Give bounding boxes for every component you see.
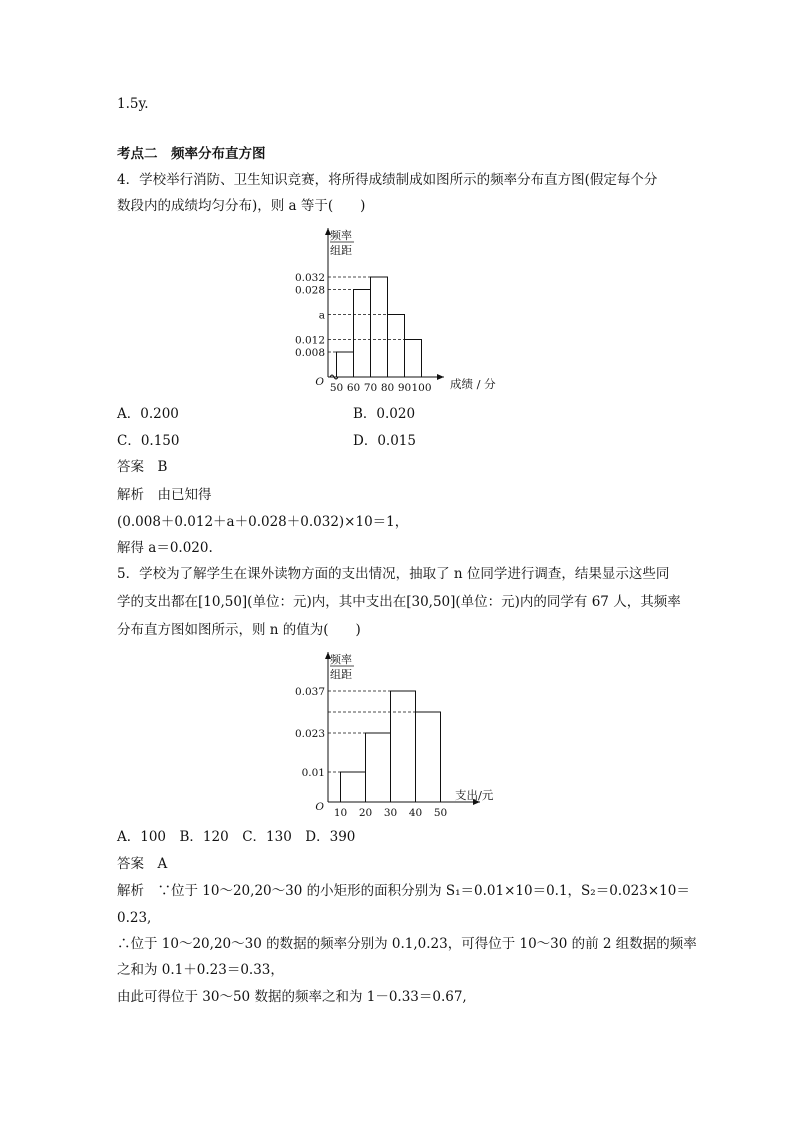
q4-text-line-2: 数段内的成绩均匀分布)，则 a 等于( ) [117,198,366,214]
y-label-numerator: 频率 [330,229,352,242]
q4-equation: (0.008＋0.012＋a＋0.028＋0.032)×10＝1， [117,514,409,530]
x-tick-label: 70 [363,382,378,394]
x-tick-label: 90 [397,382,412,394]
histogram-bar [416,712,441,802]
y-label-denominator: 组距 [330,668,352,681]
y-tick-label: 0.012 [294,334,325,347]
y-tick-label: 0.032 [294,272,325,284]
x-axis-label: 支出/元 [455,788,494,802]
section-heading: 考点二 频率分布直方图 [117,146,266,162]
q4-option-b: B．0.020 [353,406,416,422]
histogram-bar [388,315,405,378]
x-tick-label: 10 [333,807,348,819]
histogram-bar [371,277,388,377]
histogram-bar [337,352,354,377]
q5-analysis-line-4: 之和为 0.1＋0.23＝0.33， [117,962,284,978]
q5-options: A．100 B．120 C．130 D．390 [117,829,356,845]
x-tick-label: 50 [433,807,448,819]
q5-analysis-line-1: 解析 ∵位于 10～20,20～30 的小矩形的面积分别为 S₁＝0.01×10＝0.1，S₂＝0.023×10＝ [117,883,690,899]
x-tick-label: 80 [380,382,395,394]
histogram-bar [391,691,416,802]
histogram-bar [366,733,391,802]
q4-option-d: D．0.015 [353,433,416,449]
q4-result: 解得 a＝0.020. [117,540,213,556]
q5-histogram [288,646,508,822]
top-fragment: 1.5y. [117,96,149,112]
y-label-denominator: 组距 [330,244,352,257]
origin-label: O [315,801,324,813]
y-tick-label: 0.01 [301,767,325,779]
q4-histogram [288,222,518,394]
histogram-bar [405,340,422,378]
q5-text-line-3: 分布直方图如图所示，则 n 的值为( ) [117,622,361,638]
q4-text-line-1: 4．学校举行消防、卫生知识竞赛，将所得成绩制成如图所示的频率分布直方图(假定每个分 [117,172,658,188]
q5-text-line-2: 学的支出都在[10,50](单位：元)内，其中支出在[30,50](单位：元)内的同学有 67 人，其频率 [117,594,681,610]
q5-analysis-line-5: 由此可得位于 30～50 数据的频率之和为 1－0.33＝0.67, [117,989,467,1005]
x-tick-label: 20 [358,807,373,819]
x-tick-label: 100 [411,382,432,394]
x-tick-label: 50 [329,382,344,394]
origin-label: O [315,376,324,388]
y-tick-label: a [318,309,325,322]
y-tick-label: 0.008 [294,347,325,359]
y-label-numerator: 频率 [330,653,352,666]
q4-answer: 答案 B [117,459,168,475]
q4-option-c: C．0.150 [117,433,180,449]
y-tick-label: 0.037 [294,686,325,698]
x-tick-label: 40 [408,807,423,819]
x-tick-label: 60 [346,382,361,394]
x-axis-label: 成绩 / 分 [450,377,496,391]
q4-analysis-title: 解析 由已知得 [117,487,212,503]
histogram-bar [354,290,371,378]
q5-analysis-line-2: 0.23, [117,910,152,926]
histogram-bar [341,772,366,802]
x-axis-arrow [437,374,444,380]
y-tick-label: 0.023 [294,728,325,740]
q5-text-line-1: 5．学校为了解学生在课外读物方面的支出情况，抽取了 n 位同学进行调查，结果显示这些同 [117,566,670,582]
q5-analysis-line-3: ∴位于 10～20,20～30 的数据的频率分别为 0.1,0.23，可得位于 10～30 的前 2 组数据的频率 [117,936,697,952]
q5-answer: 答案 A [117,856,168,872]
q4-option-a: A．0.200 [117,406,179,422]
x-tick-label: 30 [383,807,398,819]
y-tick-label: 0.028 [294,284,325,297]
